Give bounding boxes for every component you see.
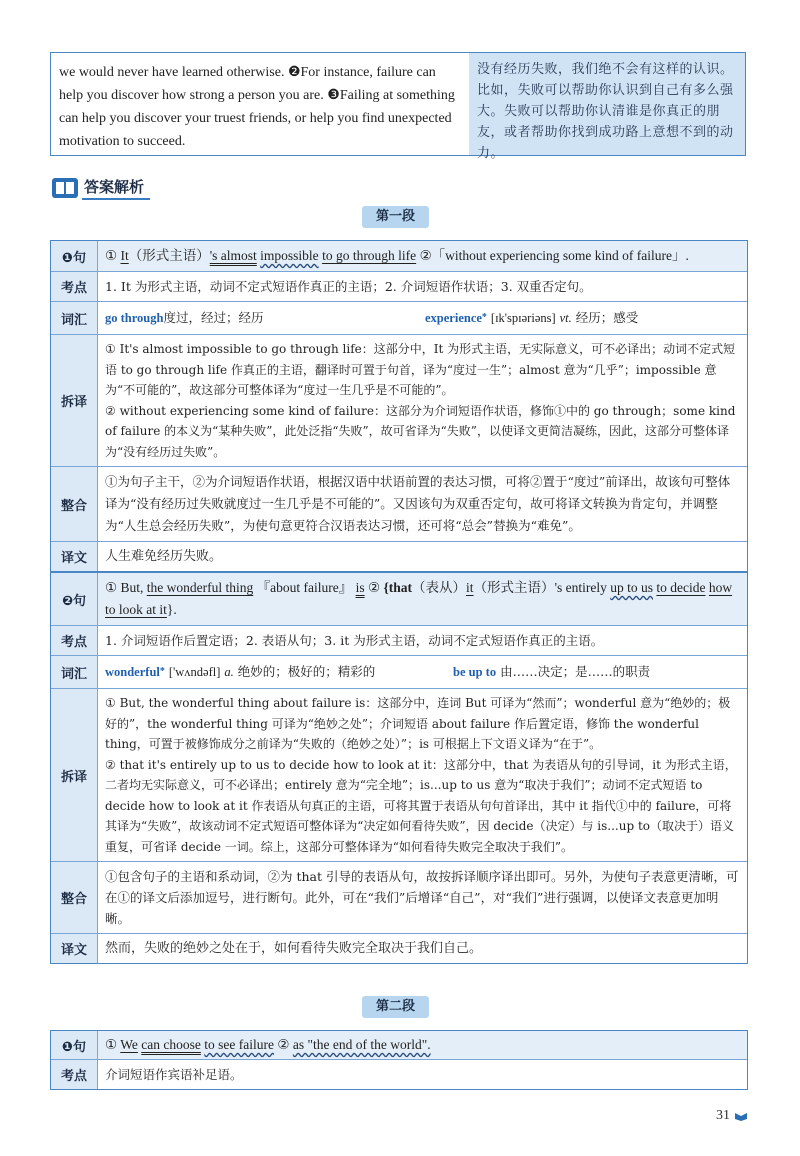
clause-marker-1: ① xyxy=(105,1037,118,1053)
cihui-text xyxy=(98,302,747,334)
clause-marker-1: ① xyxy=(105,248,118,264)
vocab-definition: 由……决定；是……的职责 xyxy=(500,664,651,679)
kaodian-row xyxy=(51,1059,747,1089)
formal-subject-note: （形式主语） xyxy=(128,248,210,263)
clause-note: （表从） xyxy=(412,580,467,595)
postpositive-attribute: 『about failure』 xyxy=(256,580,353,595)
kaodian-text: 1. 介词短语作后置定语；2. 表语从句；3. it 为形式主语，动词不定式短语作真正的主语。 xyxy=(105,633,604,648)
predicate: 's entirely xyxy=(554,580,607,595)
sentence-row xyxy=(51,573,747,625)
linking-verb: is xyxy=(355,580,365,595)
vocab-word: wonderful xyxy=(105,665,160,679)
kaodian-text: 1. It 为形式主语，动词不定式短语作真正的主语；2. 介词短语作状语；3. 双重否定句。 xyxy=(105,279,592,294)
chaiyi-row xyxy=(51,688,747,861)
sentence-label: ❶句 xyxy=(51,241,98,271)
clause-marker-2: ② xyxy=(367,580,381,596)
vocab-word: experience xyxy=(425,311,482,325)
kaodian-label: 考点 xyxy=(51,1060,98,1089)
answer-title: 答案解析 xyxy=(82,176,150,200)
analysis-table-para2-sentence-1 xyxy=(50,1030,748,1090)
clause-marker-2: ② xyxy=(419,248,432,264)
passage-box xyxy=(50,52,746,161)
vocab-definition: 经历；感受 xyxy=(575,310,639,325)
zhenghe-label: 整合 xyxy=(51,467,98,541)
conjunction: But, xyxy=(120,580,144,595)
passage-chinese: 没有经历失败，我们绝不会有这样的认识。比如，失败可以帮助你认识到自己有多么强大。失败可以帮助你认清谁是你真正的朋友，或者帮助你找到成功路上意想不到的动力。 xyxy=(469,53,745,155)
sentence-text xyxy=(98,573,747,625)
clause-introducer: {that xyxy=(383,580,413,595)
page-number-text: 31 xyxy=(716,1108,730,1123)
chaiyi-part-1: ① But, the wonderful thing about failure is：这部分中，连词 But 可译为“然而”；wonderful 意为“绝妙的；极好的”，the wonderful thing 可译为“绝妙之处”；介词短语 about failure 作后置定语，修饰 the wonderful thing，可置于被修饰成分之前译为“失败的（绝妙之处）”；is 可根据上下文语义译为“在于”。 xyxy=(105,696,731,751)
vocab-definition: 度过，经过；经历 xyxy=(163,310,264,325)
kaodian-label: 考点 xyxy=(51,626,98,655)
adverbial-phrase: 「without experiencing some kind of failure」. xyxy=(431,248,689,263)
star-icon: * xyxy=(481,312,487,323)
vocab-phonetic: ['wʌndəfl] xyxy=(168,665,221,679)
vocab-word: go through xyxy=(105,311,164,325)
predicative: impossible xyxy=(260,248,319,263)
sentence-row xyxy=(51,241,747,271)
vocab-pos: a. xyxy=(224,665,234,679)
zhenghe-row xyxy=(51,466,747,541)
paragraph-tag-2: 第二段 xyxy=(362,996,429,1018)
real-subject: to decide xyxy=(656,580,706,595)
cihui-label: 词汇 xyxy=(51,302,98,334)
clause-marker-1: ① xyxy=(105,580,118,596)
chaiyi-part-2: ② without experiencing some kind of failure：这部分为介词短语作状语，修饰①中的 go through；some kind of failure 的本义为“某种失败”，此处泛指“失败”，故可省译为“失败”，以使译文更简洁凝练，因此，这部分可整体译为“没有经历过失败”。 xyxy=(105,403,736,459)
vocab-definition: 绝妙的；极好的；精彩的 xyxy=(237,664,376,679)
yiwen-row xyxy=(51,541,747,571)
predicate: 's almost xyxy=(209,248,257,263)
chaiyi-label: 拆译 xyxy=(51,689,98,861)
passage-english: we would never have learned otherwise. ❷For instance, failure can help you discover how strong a person you are. ❸Failing at something can help you discover your truest friends, or help you find unexpected motivation to succeed. xyxy=(59,65,455,149)
subject: We xyxy=(120,1037,138,1052)
vocab-pos: vt. xyxy=(559,311,572,325)
yiwen-label: 译文 xyxy=(51,934,98,963)
zhenghe-text: ①包含句子的主语和系动词，②为 that 引导的表语从句，故按拆译顺序译出即可。另外，为使句子表意更清晰，可在①的译文后添加逗号，进行断句。此外，可在“我们”后增译“自己”，对“我们”进行强调，以使译文表意更加明晰。 xyxy=(105,869,739,926)
sentence-row xyxy=(51,1031,747,1059)
cihui-row xyxy=(51,655,747,688)
answer-analysis-header xyxy=(52,176,150,200)
paragraph-tag-1: 第一段 xyxy=(362,206,429,228)
kaodian-text: 介词短语作宾语补足语。 xyxy=(105,1067,243,1082)
subject: the wonderful thing xyxy=(146,580,254,595)
formal-subject-note: （形式主语） xyxy=(473,580,555,595)
clause-end: }. xyxy=(166,602,177,617)
star-icon: * xyxy=(159,666,165,677)
sentence-text xyxy=(98,241,747,271)
page-number xyxy=(716,1108,748,1124)
sentence-text xyxy=(98,1031,747,1059)
cihui-label: 词汇 xyxy=(51,656,98,688)
book-mark-icon xyxy=(734,1111,748,1121)
kaodian-label: 考点 xyxy=(51,272,98,301)
object: to see failure xyxy=(204,1037,274,1052)
yiwen-row xyxy=(51,933,747,963)
zhenghe-row xyxy=(51,861,747,933)
chaiyi-label: 拆译 xyxy=(51,335,98,466)
sentence-label: ❶句 xyxy=(51,1031,98,1059)
chaiyi-text xyxy=(98,335,747,466)
predicate: can choose xyxy=(141,1037,201,1052)
chaiyi-text xyxy=(98,689,747,861)
analysis-table-sentence-2 xyxy=(50,572,748,964)
cihui-row xyxy=(51,301,747,334)
analysis-table-sentence-1 xyxy=(50,240,748,572)
clause-marker-2: ② xyxy=(277,1037,290,1053)
yiwen-text: 人生难免经历失败。 xyxy=(105,549,223,564)
chaiyi-part-2: ② that it's entirely up to us to decide how to look at it：这部分中，that 为表语从句的引导词，it 为形式主语，二者均无实际意义，可不必译出；entirely 意为“完全地”；is...up to us 意为“取决于我们”；动词不定式短语 to decide how to look at it 作表语从句真正的主语，可将其置于表语从句句首译出，其中 it 指代①中的 failure，可将其译为“失败”，故该动词不定式短语可整体译为“决定如何看待失败”，因 decide（决定）与 is...up to（取决于）语义重复，可省译 decide 一词。综上，这部分可整体译为“如何看待失败完全取决于我们”。 xyxy=(105,757,737,854)
sentence-label: ❷句 xyxy=(51,573,98,625)
yiwen-label: 译文 xyxy=(51,542,98,571)
kaodian-row xyxy=(51,625,747,655)
yiwen-text: 然而，失败的绝妙之处在于，如何看待失败完全取决于我们自己。 xyxy=(105,941,483,956)
chaiyi-part-1: ① It's almost impossible to go through life：这部分中，It 为形式主语，无实际意义，可不必译出；动词不定式短语 to go through life 作真正的主语，翻译时可置于句首，译为“度过一生”；almost 意为“几乎”；impossible 意为“不可能的”，故这部分可整体译为“度过一生几乎是不可能的”。 xyxy=(105,342,736,397)
real-subject: to go through life xyxy=(322,248,417,263)
kaodian-row xyxy=(51,271,747,301)
cihui-text xyxy=(98,656,747,688)
real-subject-object: how to look at it xyxy=(105,580,733,617)
book-icon xyxy=(52,178,78,198)
predicative: up to us xyxy=(610,580,653,595)
zhenghe-label: 整合 xyxy=(51,862,98,933)
formal-subject: It xyxy=(120,248,129,263)
formal-subject: it xyxy=(466,580,474,595)
vocab-word: be up to xyxy=(453,665,497,679)
object-complement: as "the end of the world". xyxy=(292,1037,431,1052)
chaiyi-row xyxy=(51,334,747,466)
zhenghe-text: ①为句子主干，②为介词短语作状语，根据汉语中状语前置的表达习惯，可将②置于“度过”前译出，故该句可整体译为“没有经历过失败就度过一生几乎是不可能的”。又因该句为双重否定句，故可将译文转换为肯定句，并调整为“人生总会经历失败”，为使句意更符合汉语表达习惯，还可将“总会”替换为“难免”。 xyxy=(105,474,731,533)
vocab-phonetic: [ɪk'spɪəriəns] xyxy=(490,311,556,325)
